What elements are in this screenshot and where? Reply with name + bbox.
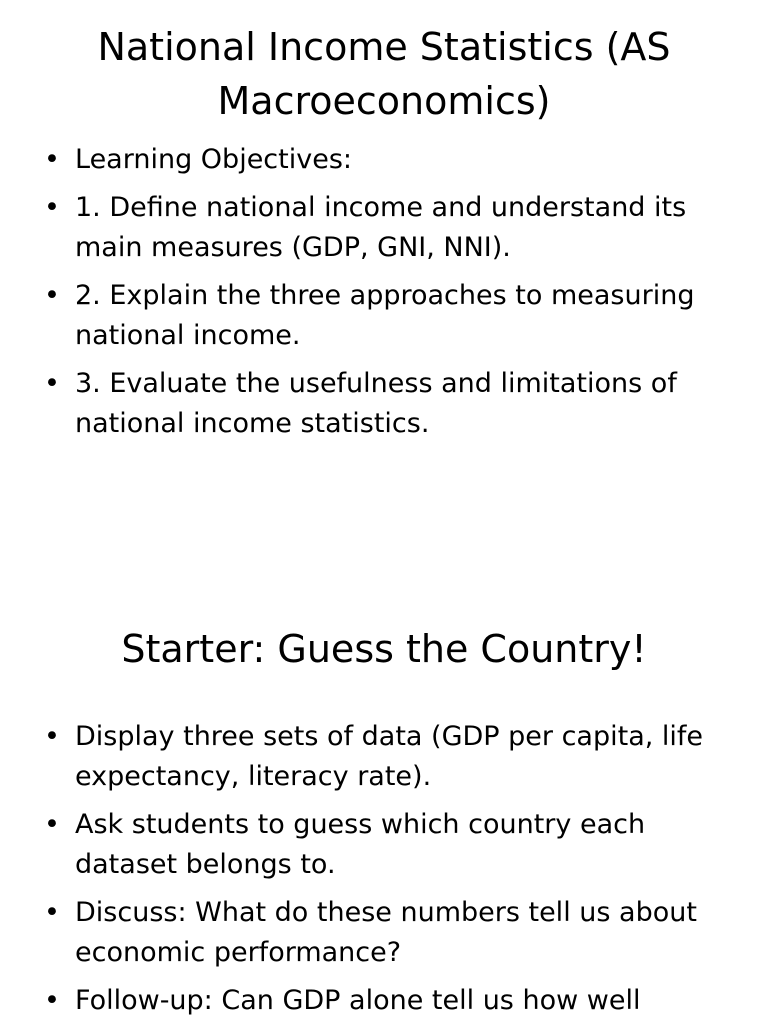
bullet-item: [44, 717, 724, 797]
bullet-text: Learning Objectives:: [75, 144, 352, 175]
bullet-item: [44, 981, 724, 1021]
bullet-icon: •: [44, 144, 60, 175]
bullet-item: [44, 364, 724, 444]
bullet-item: [44, 276, 724, 356]
bullet-item: [44, 140, 724, 180]
bullet-icon: •: [44, 809, 60, 840]
bullet-icon: •: [44, 280, 60, 311]
bullet-item: [44, 188, 724, 268]
bullet-text: 2. Explain the three approaches to measuring national income.: [75, 280, 695, 351]
bullet-list: [44, 717, 724, 1029]
bullet-text: Discuss: What do these numbers tell us about economic performance?: [75, 897, 697, 968]
bullet-text: Ask students to guess which country each dataset belongs to.: [75, 809, 646, 880]
slide-1: [0, 0, 768, 512]
slide-2: [0, 512, 768, 1024]
bullet-text: 3. Evaluate the usefulness and limitations of national income statistics.: [75, 368, 677, 439]
bullet-item: [44, 805, 724, 885]
slide-title: Starter: Guess the Country!: [121, 627, 647, 671]
bullet-icon: •: [44, 985, 60, 1016]
bullet-icon: •: [44, 192, 60, 223]
bullet-icon: •: [44, 897, 60, 928]
bullet-text: Follow-up: Can GDP alone tell us how well: [75, 985, 641, 1016]
bullet-icon: •: [44, 721, 60, 752]
bullet-text: Display three sets of data (GDP per capita, life expectancy, literacy rate).: [75, 721, 704, 792]
bullet-text: 1. Define national income and understand its main measures (GDP, GNI, NNI).: [75, 192, 687, 263]
bullet-list: [44, 140, 724, 452]
bullet-item: [44, 893, 724, 973]
slide-title: National Income Statistics (AS Macroeconomics): [97, 25, 671, 123]
bullet-icon: •: [44, 368, 60, 399]
